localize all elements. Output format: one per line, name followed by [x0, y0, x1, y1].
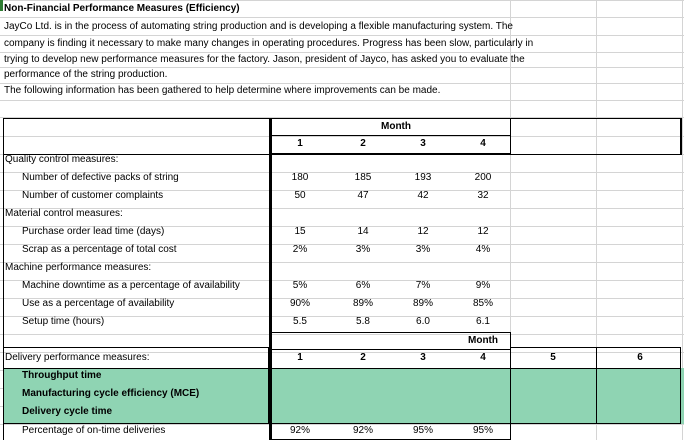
- cell: 9%: [475, 280, 491, 291]
- cell: 89%: [412, 298, 433, 309]
- section-label: Quality control measures:: [5, 154, 119, 165]
- cell: 15: [294, 226, 306, 237]
- month-col-3: 3: [420, 138, 426, 149]
- highlight-row-label: Manufacturing cycle efficiency (MCE): [22, 388, 200, 399]
- header-right-rule: [510, 118, 511, 155]
- table-header-box: [3, 118, 681, 155]
- ontime-left-rule: [3, 423, 4, 440]
- month-col-2: 2: [360, 138, 366, 149]
- delivery-month-col: 5: [550, 352, 556, 363]
- row-label: Number of customer complaints: [22, 190, 164, 201]
- cell: 85%: [472, 298, 493, 309]
- row-label: Number of defective packs of string: [22, 172, 179, 183]
- cell: 5.5: [293, 316, 307, 327]
- section-label: Material control measures:: [5, 208, 123, 219]
- cell: 6.0: [416, 316, 430, 327]
- delivery-month-col: 4: [480, 352, 486, 363]
- gridline-row: [0, 35, 684, 36]
- gridline-row: [0, 83, 684, 84]
- intro-line: performance of the string production.: [4, 69, 168, 80]
- intro-line: The following information has been gathered to help determine where improvements can be made.: [4, 85, 441, 96]
- month-header: Month: [381, 121, 411, 132]
- cell: 3%: [355, 244, 371, 255]
- gridline-row: [0, 17, 684, 18]
- cell: 4%: [475, 244, 491, 255]
- row-label: Use as a percentage of availability: [22, 298, 175, 309]
- delivery-label: Delivery performance measures:: [5, 352, 150, 363]
- cell: 3%: [415, 244, 431, 255]
- delivery-month-col: 1: [297, 352, 303, 363]
- cell: 2%: [292, 244, 308, 255]
- highlight-row-label: Delivery cycle time: [22, 406, 113, 417]
- cell-cursor-marker: [0, 0, 3, 11]
- cell: 193: [414, 172, 432, 183]
- cell: 14: [357, 226, 369, 237]
- cell: 12: [477, 226, 489, 237]
- cell: 90%: [289, 298, 310, 309]
- month-col-4: 4: [480, 138, 486, 149]
- cell: 32: [477, 190, 489, 201]
- cell: 7%: [415, 280, 431, 291]
- gridline-row: [0, 52, 684, 53]
- cell: 180: [291, 172, 309, 183]
- cell: 42: [417, 190, 429, 201]
- delivery-month-col: 3: [420, 352, 426, 363]
- gridline-row: [0, 100, 684, 101]
- highlight-box-m6: [596, 368, 681, 424]
- row-label: Scrap as a percentage of total cost: [22, 244, 177, 255]
- delivery-month-header: Month: [468, 335, 498, 346]
- cell: 5.8: [356, 316, 370, 327]
- cell: 6%: [355, 280, 371, 291]
- highlight-box-months: [269, 368, 511, 424]
- cell: 12: [417, 226, 429, 237]
- cell: 50: [294, 190, 306, 201]
- delivery-month-col: 6: [637, 352, 643, 363]
- header-bottom-rule: [269, 153, 510, 155]
- delivery-month-col: 2: [360, 352, 366, 363]
- row-label: Setup time (hours): [22, 316, 105, 327]
- section-label: Machine performance measures:: [5, 262, 152, 273]
- table-left-rule: [3, 118, 4, 368]
- intro-line: company is finding it necessary to make many changes in operating procedures. Progress has been slow, particularly in: [4, 38, 534, 49]
- cell: 89%: [352, 298, 373, 309]
- intro-line: JayCo Ltd. is in the process of automating string production and is developing a flexible manufacturing system. The: [4, 21, 513, 32]
- highlight-row-label: Throughput time: [22, 370, 102, 381]
- delivery-month-underline: [272, 349, 510, 350]
- month-underline: [272, 135, 510, 136]
- cell: 185: [354, 172, 372, 183]
- cell: 5%: [292, 280, 308, 291]
- ontime-cell: 92%: [289, 425, 310, 436]
- cell: 47: [357, 190, 369, 201]
- cell: 200: [474, 172, 492, 183]
- month-col-1: 1: [297, 138, 303, 149]
- ontime-label: Percentage of on-time deliveries: [22, 425, 166, 436]
- sheet-title: Non-Financial Performance Measures (Efficiency): [4, 3, 240, 14]
- cell: 6.1: [476, 316, 490, 327]
- gridline-row: [0, 67, 684, 68]
- ontime-cell: 95%: [412, 425, 433, 436]
- gridline-row: [0, 0, 684, 1]
- table-right-rule: [681, 118, 682, 155]
- row-label: Purchase order lead time (days): [22, 226, 165, 237]
- ontime-cell: 92%: [352, 425, 373, 436]
- ontime-cell: 95%: [472, 425, 493, 436]
- highlight-box-m5: [510, 368, 597, 424]
- row-label: Machine downtime as a percentage of availability: [22, 280, 240, 291]
- intro-line: trying to develop new performance measures for the factory. Jason, president of Jayco, has asked you to evaluate the: [4, 54, 525, 65]
